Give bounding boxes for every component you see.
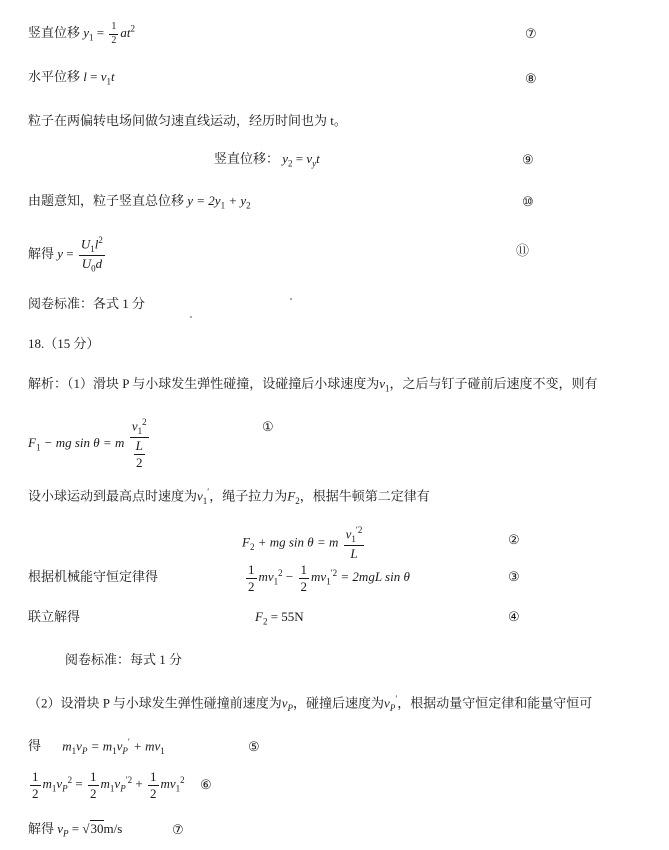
frac-half-2 [88, 770, 99, 800]
v2: v [116, 738, 123, 754]
question-18-heading: 18.（15 分） [28, 336, 100, 351]
marker-8: ⑧ [525, 71, 537, 86]
num-l: l [94, 236, 99, 252]
speck [190, 316, 192, 318]
y: y [282, 151, 289, 166]
sup: 2 [278, 567, 283, 578]
sub: 2 [288, 158, 293, 169]
sub: 1 [273, 576, 279, 587]
plus: + mv [129, 738, 161, 754]
rhs: = 55N [267, 609, 304, 624]
y: y [57, 246, 64, 262]
sub: 1 [385, 383, 390, 394]
eq-horizontal-displacement [28, 70, 115, 87]
mid: + mg sin θ = m [254, 534, 339, 550]
b: mv [311, 569, 327, 585]
plus: + y [225, 193, 247, 208]
asub: 1 [51, 783, 57, 794]
label: 由题意知，粒子竖直总位移 [28, 193, 185, 208]
text-top-point [28, 488, 430, 506]
num-v: v [131, 418, 138, 434]
eq-total-displacement [28, 194, 251, 211]
frac-outer [130, 418, 149, 470]
eq: = [86, 69, 101, 84]
sub2: 2 [246, 200, 251, 211]
marker-9: ⑨ [522, 152, 534, 167]
v: v [197, 488, 203, 504]
eq-vp-result [28, 822, 122, 839]
a: mv [258, 569, 274, 585]
csup: 2 [180, 774, 185, 785]
var: y [83, 24, 90, 40]
avs: P [62, 783, 68, 794]
vsub: 1 [202, 495, 208, 506]
num: 1 [150, 769, 157, 784]
den-l: L [135, 438, 143, 454]
mid: − mg sin θ = m [40, 434, 125, 450]
eq-vertical-displacement-1 [28, 22, 135, 46]
lhs: F [242, 534, 250, 550]
label: 解得 [28, 821, 55, 836]
num-sub: 1 [90, 243, 95, 254]
marker-3: ③ [508, 569, 520, 584]
den: 2 [32, 785, 39, 801]
num-sub: 1 [351, 533, 356, 544]
v: v [76, 738, 82, 754]
s3: 1 [160, 745, 165, 756]
sub: 1 [35, 442, 41, 453]
sup: 2 [130, 23, 136, 34]
Fsub: 2 [295, 495, 300, 506]
b: m [100, 776, 110, 792]
v2p: ′ [127, 737, 130, 747]
marker-11: ⑪ [516, 243, 530, 258]
t: t [316, 151, 320, 166]
sub-y: y [312, 158, 317, 169]
vs: P [81, 745, 88, 756]
sub: 1 [89, 32, 94, 43]
label: 水平位移 [28, 69, 81, 84]
unit: m/s [103, 821, 123, 836]
analysis-part2 [28, 695, 592, 713]
eq-f2-result [255, 610, 304, 627]
a: 设小球运动到最高点时速度为 [28, 488, 198, 504]
text-uniform-motion: 粒子在两偏转电场间做匀速直线运动，经历时间也为 t。 [28, 113, 347, 128]
c: ，根据牛顿第二定律有 [299, 488, 430, 504]
csub: 1 [175, 783, 181, 794]
rhs: v [100, 69, 107, 84]
sub: 2 [249, 542, 255, 553]
num: v [345, 526, 352, 542]
sub: P [63, 828, 69, 839]
c: ，根据动量守恒定律和能量守恒可 [397, 695, 593, 711]
frac-half-3 [148, 770, 159, 800]
den: 2 [248, 578, 255, 594]
lhs: F [28, 434, 36, 450]
rest: ，之后与钉子碰前后速度不变，则有 [389, 376, 598, 391]
den-d: d [95, 256, 103, 272]
num: 1 [109, 22, 118, 35]
expr: y = 2y [187, 193, 221, 208]
s2: 1 [112, 745, 117, 756]
marker-1: ① [262, 419, 274, 434]
bsub: 1 [109, 783, 115, 794]
F: F [287, 488, 296, 504]
grading-standard-1: 阅卷标准：各式 1 分 [28, 296, 146, 311]
marker-7b: ⑦ [172, 822, 184, 837]
grading-standard-2: 阅卷标准：每式 1 分 [65, 652, 183, 667]
eq-tension-f1 [28, 418, 151, 470]
eq: = m [87, 738, 113, 754]
rhs: = 2mgL sin θ [337, 569, 410, 585]
minus: − [282, 569, 297, 585]
den: 2 [90, 785, 97, 801]
eq: = [292, 151, 307, 166]
root: 30 [90, 821, 104, 836]
num-sup: 2 [98, 235, 103, 245]
v2sub: P [389, 702, 396, 713]
v: v [306, 151, 313, 166]
sub1: 1 [220, 200, 226, 211]
analysis-part1 [28, 377, 598, 394]
frac-half-a [246, 563, 257, 593]
av: v [56, 776, 63, 792]
label-energy-conservation: 根据机械能守恒定律得 [28, 569, 159, 584]
num-sup: 2 [142, 417, 147, 427]
avsup: 2 [67, 774, 73, 785]
eq: = [72, 776, 87, 792]
s1: 1 [71, 745, 77, 756]
eq-vertical-displacement-2 [214, 152, 320, 169]
vprime: ′ [207, 487, 210, 497]
frac-inner [134, 439, 145, 469]
a: m [42, 776, 52, 792]
b: ，碰撞后速度为 [293, 695, 385, 711]
v2sup: ′ [395, 694, 398, 704]
eq-momentum [28, 738, 165, 756]
speck [290, 298, 292, 300]
m: m [62, 738, 72, 754]
b: ，绳子拉力为 [209, 488, 288, 504]
label: 解得 [28, 246, 55, 262]
marker-5: ⑤ [248, 739, 260, 754]
tail: at [120, 24, 131, 40]
label: 竖直位移： [214, 151, 280, 166]
eq: = [93, 24, 108, 40]
frac-half [109, 22, 118, 46]
den: 2 [150, 785, 157, 801]
den: L [350, 546, 358, 562]
v: v [281, 695, 288, 711]
eq-tension-f2 [242, 526, 366, 561]
den-2: 2 [135, 455, 143, 470]
label: 得 [28, 738, 42, 754]
v2s: P [122, 745, 128, 756]
c: mv [160, 776, 176, 792]
marker-6: ⑥ [200, 777, 212, 792]
bvs: P [120, 783, 126, 794]
label: 竖直位移 [28, 24, 81, 40]
plus: + [132, 776, 146, 792]
marker-7a: ⑦ [525, 26, 537, 41]
eq: = [63, 246, 77, 262]
bsub: 1 [326, 576, 331, 587]
num-sup: ′2 [355, 525, 363, 535]
eq: = [68, 821, 83, 836]
num: 1 [248, 562, 255, 577]
frac-half-b [299, 563, 310, 593]
a: （2）设滑块 P 与小球发生弹性碰撞前速度为 [28, 695, 282, 711]
text: 解析：（1）滑块 P 与小球发生弹性碰撞，设碰撞后小球速度为 [28, 376, 380, 391]
den-u: U [81, 256, 92, 272]
frac-y [79, 236, 105, 274]
num: 1 [32, 769, 39, 784]
v: v [57, 821, 64, 836]
num-u: U [80, 236, 91, 252]
marker-10: ⑩ [522, 194, 534, 209]
tail: t [111, 69, 115, 84]
sub: 2 [262, 616, 268, 627]
eq-solution-y [28, 236, 107, 274]
vsub: P [287, 702, 294, 713]
eq-energy-collision [28, 770, 185, 800]
den: 2 [300, 578, 308, 594]
F: F [255, 609, 263, 624]
bsup: ′2 [330, 567, 338, 578]
marker-2: ② [508, 532, 520, 547]
bvsup: ′2 [125, 774, 133, 785]
sub: 1 [106, 76, 112, 87]
v: v [379, 376, 386, 391]
eq-energy-conservation [244, 563, 410, 593]
v2: v [384, 695, 390, 711]
den: 2 [111, 34, 117, 46]
frac [344, 526, 365, 561]
bv: v [114, 776, 121, 792]
marker-4: ④ [508, 609, 520, 624]
den-sub: 0 [91, 263, 96, 274]
num: 1 [90, 769, 97, 784]
lhs: l [83, 69, 87, 84]
frac-half-1 [30, 770, 41, 800]
sqrt-sign: √ [82, 821, 90, 836]
num: 1 [300, 562, 308, 577]
num-sub: 1 [137, 425, 143, 436]
label-solve: 联立解得 [28, 609, 81, 624]
